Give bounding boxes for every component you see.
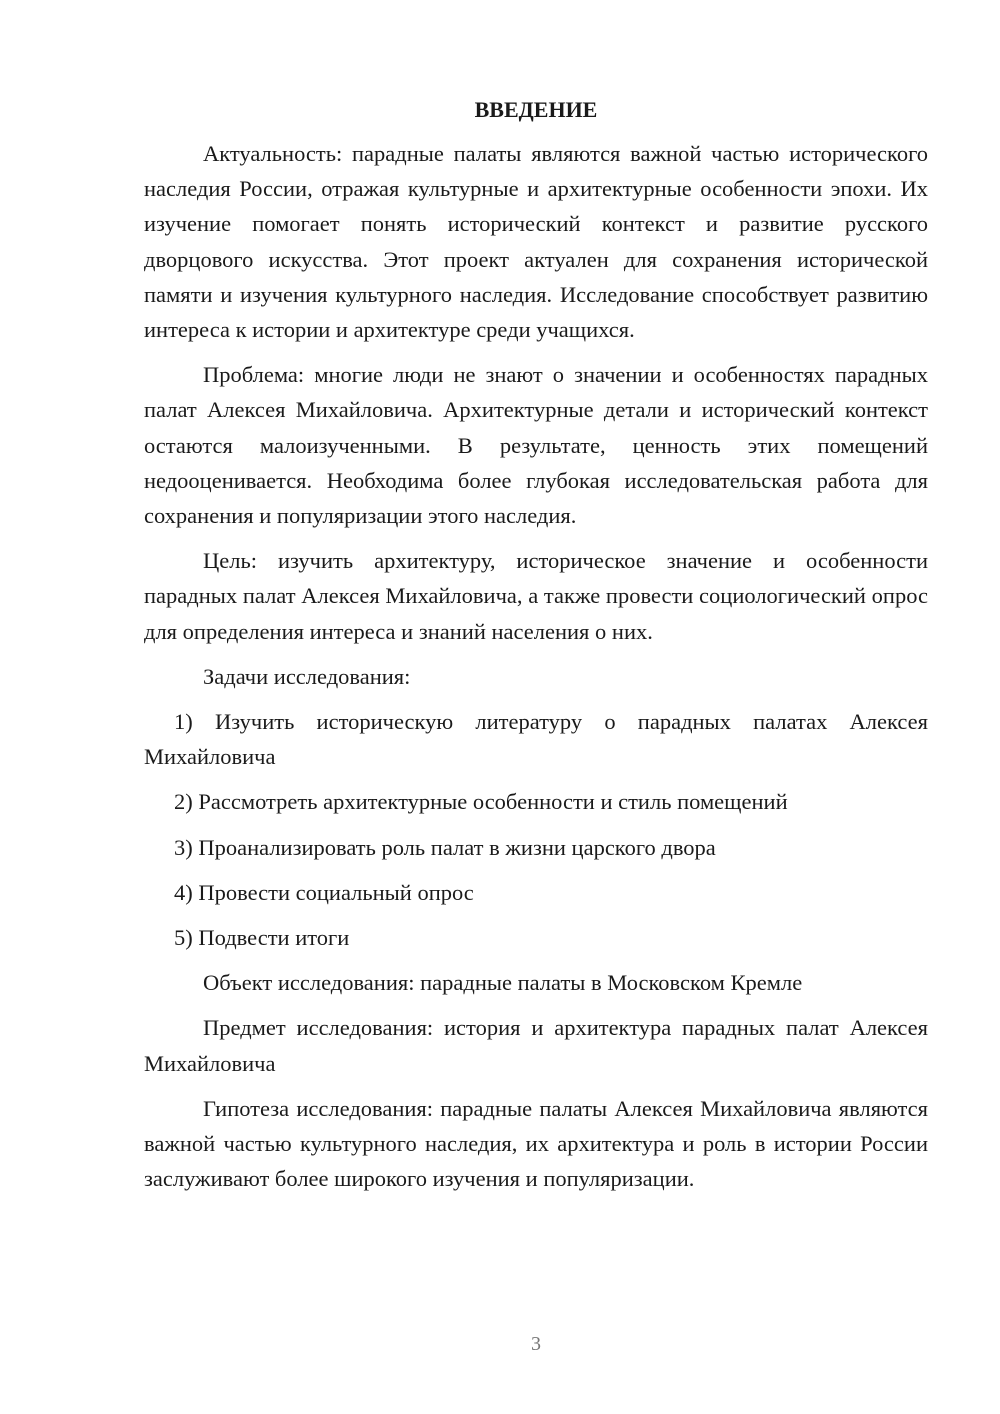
section-heading: ВВЕДЕНИЕ bbox=[474, 97, 598, 122]
hypothesis-paragraph: Гипотеза исследования: парадные палаты Алексея Михайловича являются важной частью культурного наследия, их архитектура и роль в истории России заслуживают более широкого изучения и популяризации. bbox=[144, 1095, 928, 1192]
relevance-paragraph: Актуальность: парадные палаты являются важной частью исторического наследия России, отражая культурные и архитектурные особенности эпохи. Их изучение помогает понять исторический контекст и развитие русского дворцового искусства. Этот проект актуален для сохранения исторической памяти и изучения культурного наследия. Исследование способствует развитию интереса к истории и архитектуре среди учащихся. bbox=[144, 141, 928, 343]
tasks-heading: Задачи исследования: bbox=[203, 663, 411, 689]
problem-paragraph: Проблема: многие люди не знают о значении и особенностях парадных палат Алексея Михайловича. Архитектурные детали и исторический контекст остаются малоизученными. В результате, ценность этих помещений недооценивается. Необходима более глубокая исследовательская работа для сохранения и популяризации этого наследия. bbox=[144, 362, 928, 529]
task-list-item: 5) Подвести итоги bbox=[174, 925, 350, 951]
page-number: 3 bbox=[531, 1333, 541, 1355]
subject-paragraph: Предмет исследования: история и архитектура парадных палат Алексея Михайловича bbox=[144, 1015, 928, 1076]
task-list-item: 4) Провести социальный опрос bbox=[174, 879, 474, 905]
document-page bbox=[144, 94, 928, 1196]
task-list-item: 2) Рассмотреть архитектурные особенности и стиль помещений bbox=[174, 789, 788, 815]
object-paragraph: Объект исследования: парадные палаты в Московском Кремле bbox=[203, 970, 803, 996]
goal-paragraph: Цель: изучить архитектуру, историческое значение и особенности парадных палат Алексея Михайловича, а также провести социологический опрос для определения интереса и знаний населения о них. bbox=[144, 548, 928, 644]
task-list-item: 1) Изучить историческую литературу о парадных палатах Алексея Михайловича bbox=[144, 709, 928, 770]
task-list-item: 3) Проанализировать роль палат в жизни царского двора bbox=[174, 834, 716, 860]
